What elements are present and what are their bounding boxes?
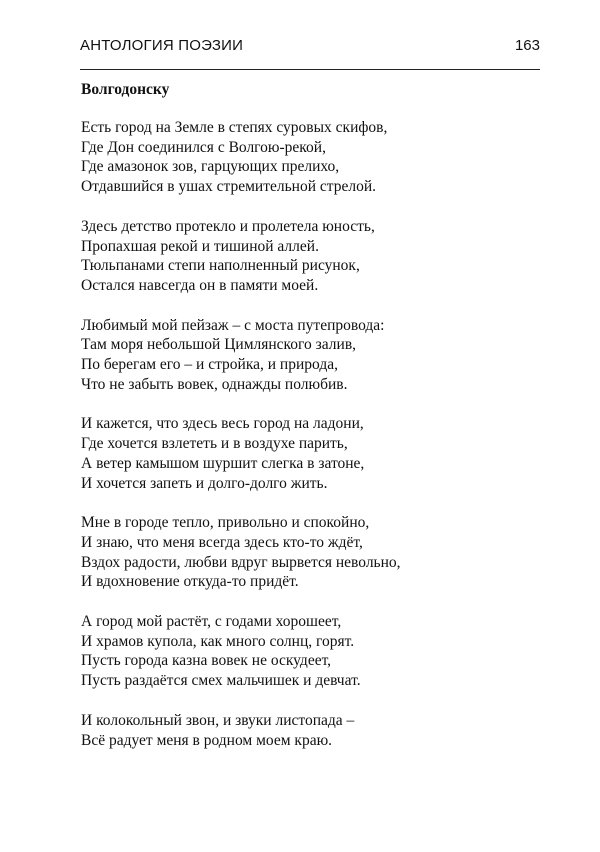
- poem-line: Пусть раздаётся смех мальчишек и девчат.: [81, 672, 361, 690]
- poem-line: И хочется запеть и долго-долго жить.: [81, 474, 328, 492]
- poem-line: Остался навсегда он в памяти моей.: [81, 276, 319, 294]
- poem-line: Всё радует меня в родном моем краю.: [81, 731, 333, 749]
- poem-line: Где хочется взлететь и в воздухе парить,: [81, 435, 348, 453]
- stanza: [81, 612, 551, 691]
- poem-line: И вдохновение откуда-то придёт.: [81, 573, 299, 591]
- poem-line: И кажется, что здесь весь город на ладони,: [81, 415, 364, 433]
- running-header-title: АНТОЛОГИЯ ПОЭЗИИ: [80, 37, 244, 54]
- poem-line: А город мой растёт, с годами хорошеет,: [81, 613, 342, 631]
- stanza: [81, 711, 551, 750]
- poem-line: Пусть города казна вовек не оскудеет,: [81, 652, 332, 670]
- header-divider: [80, 69, 540, 70]
- stanza: [81, 414, 551, 493]
- poem-line: Отдавшийся в ушах стремительной стрелой.: [81, 178, 377, 196]
- poem-line: Где Дон соединился с Волгою-рекой,: [81, 138, 326, 156]
- stanza: [81, 316, 551, 395]
- poem-title: Волгодонску: [81, 81, 170, 98]
- poem-line: Вздох радости, любви вдруг вырвется невольно,: [81, 553, 401, 571]
- poem-line: Там моря небольшой Цимлянского залив,: [81, 336, 357, 354]
- poem: [81, 80, 551, 770]
- poem-line: А ветер камышом шуршит слегка в затоне,: [81, 454, 365, 472]
- stanza: [81, 217, 551, 296]
- poem-line: Что не забыть вовек, однажды полюбив.: [81, 375, 348, 393]
- poem-line: Мне в городе тепло, привольно и спокойно,: [81, 514, 370, 532]
- page-number: 163: [514, 37, 540, 54]
- poem-line: И знаю, что меня всегда здесь кто-то ждёт,: [81, 533, 363, 551]
- poem-line: И колокольный звон, и звуки листопада –: [81, 711, 355, 729]
- poem-line: Тюльпанами степи наполненный рисунок,: [81, 257, 360, 275]
- stanza: [81, 513, 551, 592]
- poem-line: Пропахшая рекой и тишиной аллей.: [81, 237, 319, 255]
- running-header: [80, 36, 540, 58]
- poem-line: Есть город на Земле в степях суровых скифов,: [81, 119, 388, 136]
- poem-line: Любимый мой пейзаж – с моста путепровода:: [81, 316, 385, 334]
- poem-line: Где амазонок зов, гарцующих прелихо,: [81, 158, 340, 176]
- poem-line: Здесь детство протекло и пролетела юность,: [81, 217, 375, 235]
- stanza: [81, 118, 551, 197]
- poem-line: И храмов купола, как много солнц, горят.: [81, 632, 355, 650]
- poem-line: По берегам его – и стройка, и природа,: [81, 356, 338, 374]
